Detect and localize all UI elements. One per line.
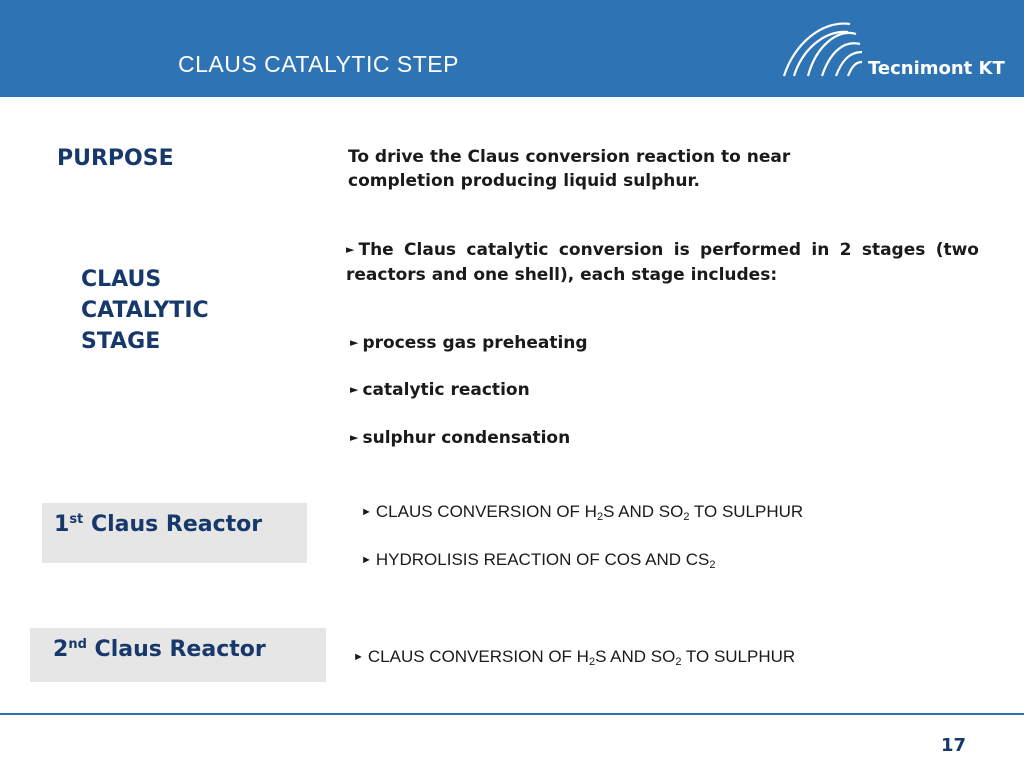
subscript: 2 bbox=[588, 656, 596, 668]
reactor-name: Claus Reactor bbox=[94, 637, 266, 662]
reactor-ordinal: 2 bbox=[53, 637, 69, 662]
reactor-1-label bbox=[54, 512, 262, 537]
subscript: 2 bbox=[675, 656, 682, 668]
list-item bbox=[350, 380, 530, 400]
footer-divider bbox=[0, 713, 1024, 715]
reactor-name: Claus Reactor bbox=[90, 512, 263, 537]
logo-text: Tecnimont KT bbox=[868, 58, 1005, 79]
list-item bbox=[350, 428, 570, 448]
reaction-text: CLAUS CONVERSION OF H bbox=[375, 502, 597, 521]
arrow-right-icon: ► bbox=[361, 554, 372, 566]
stage-label-line: STAGE bbox=[81, 329, 161, 354]
reaction-item bbox=[353, 647, 795, 668]
arrow-right-icon: ► bbox=[350, 383, 359, 396]
reactor-2-label bbox=[53, 637, 266, 662]
stage-label-line: CLAUS bbox=[81, 267, 162, 292]
subscript: 2 bbox=[683, 511, 690, 523]
catalytic-intro-text: The Claus catalytic conversion is performed in 2 stages (two reactors and one shell), each stage includes: bbox=[346, 240, 979, 285]
reaction-text: S AND SO bbox=[603, 502, 684, 521]
arrow-right-icon: ► bbox=[350, 431, 359, 444]
reaction-text: S AND SO bbox=[595, 647, 676, 666]
reaction-item bbox=[361, 502, 803, 523]
reaction-item bbox=[361, 550, 715, 571]
bullet-text: catalytic reaction bbox=[362, 380, 530, 400]
page-number: 17 bbox=[941, 735, 967, 756]
reaction-text: HYDROLISIS REACTION OF COS AND CS bbox=[375, 550, 710, 569]
catalytic-intro bbox=[346, 237, 979, 288]
bullet-text: sulphur condensation bbox=[362, 428, 571, 448]
arrow-right-icon: ► bbox=[346, 243, 355, 256]
catalytic-stage-label bbox=[81, 264, 281, 357]
reaction-text: TO SULPHUR bbox=[681, 647, 796, 666]
subscript: 2 bbox=[596, 511, 604, 523]
reaction-text: CLAUS CONVERSION OF H bbox=[367, 647, 589, 666]
list-item bbox=[350, 333, 588, 353]
header-bar bbox=[0, 0, 1024, 97]
reactor-ordinal-suffix: nd bbox=[68, 637, 87, 652]
purpose-label: PURPOSE bbox=[57, 146, 174, 171]
reaction-text: TO SULPHUR bbox=[689, 502, 804, 521]
company-logo bbox=[780, 18, 1010, 82]
tecnimont-arcs-logo-icon bbox=[780, 18, 870, 82]
arrow-right-icon: ► bbox=[350, 336, 359, 349]
arrow-right-icon: ► bbox=[353, 651, 364, 663]
purpose-text: To drive the Claus conversion reaction to near completion producing liquid sulphur. bbox=[348, 147, 791, 191]
bullet-text: process gas preheating bbox=[362, 333, 588, 353]
reactor-ordinal: 1 bbox=[54, 512, 70, 537]
slide-title: CLAUS CATALYTIC STEP bbox=[178, 51, 459, 77]
reactor-2-box bbox=[30, 628, 326, 682]
stage-label-line: CATALYTIC bbox=[81, 298, 209, 323]
reactor-1-box bbox=[42, 503, 307, 563]
reactor-ordinal-suffix: st bbox=[69, 512, 84, 527]
subscript: 2 bbox=[709, 559, 716, 571]
arrow-right-icon: ► bbox=[361, 506, 372, 518]
